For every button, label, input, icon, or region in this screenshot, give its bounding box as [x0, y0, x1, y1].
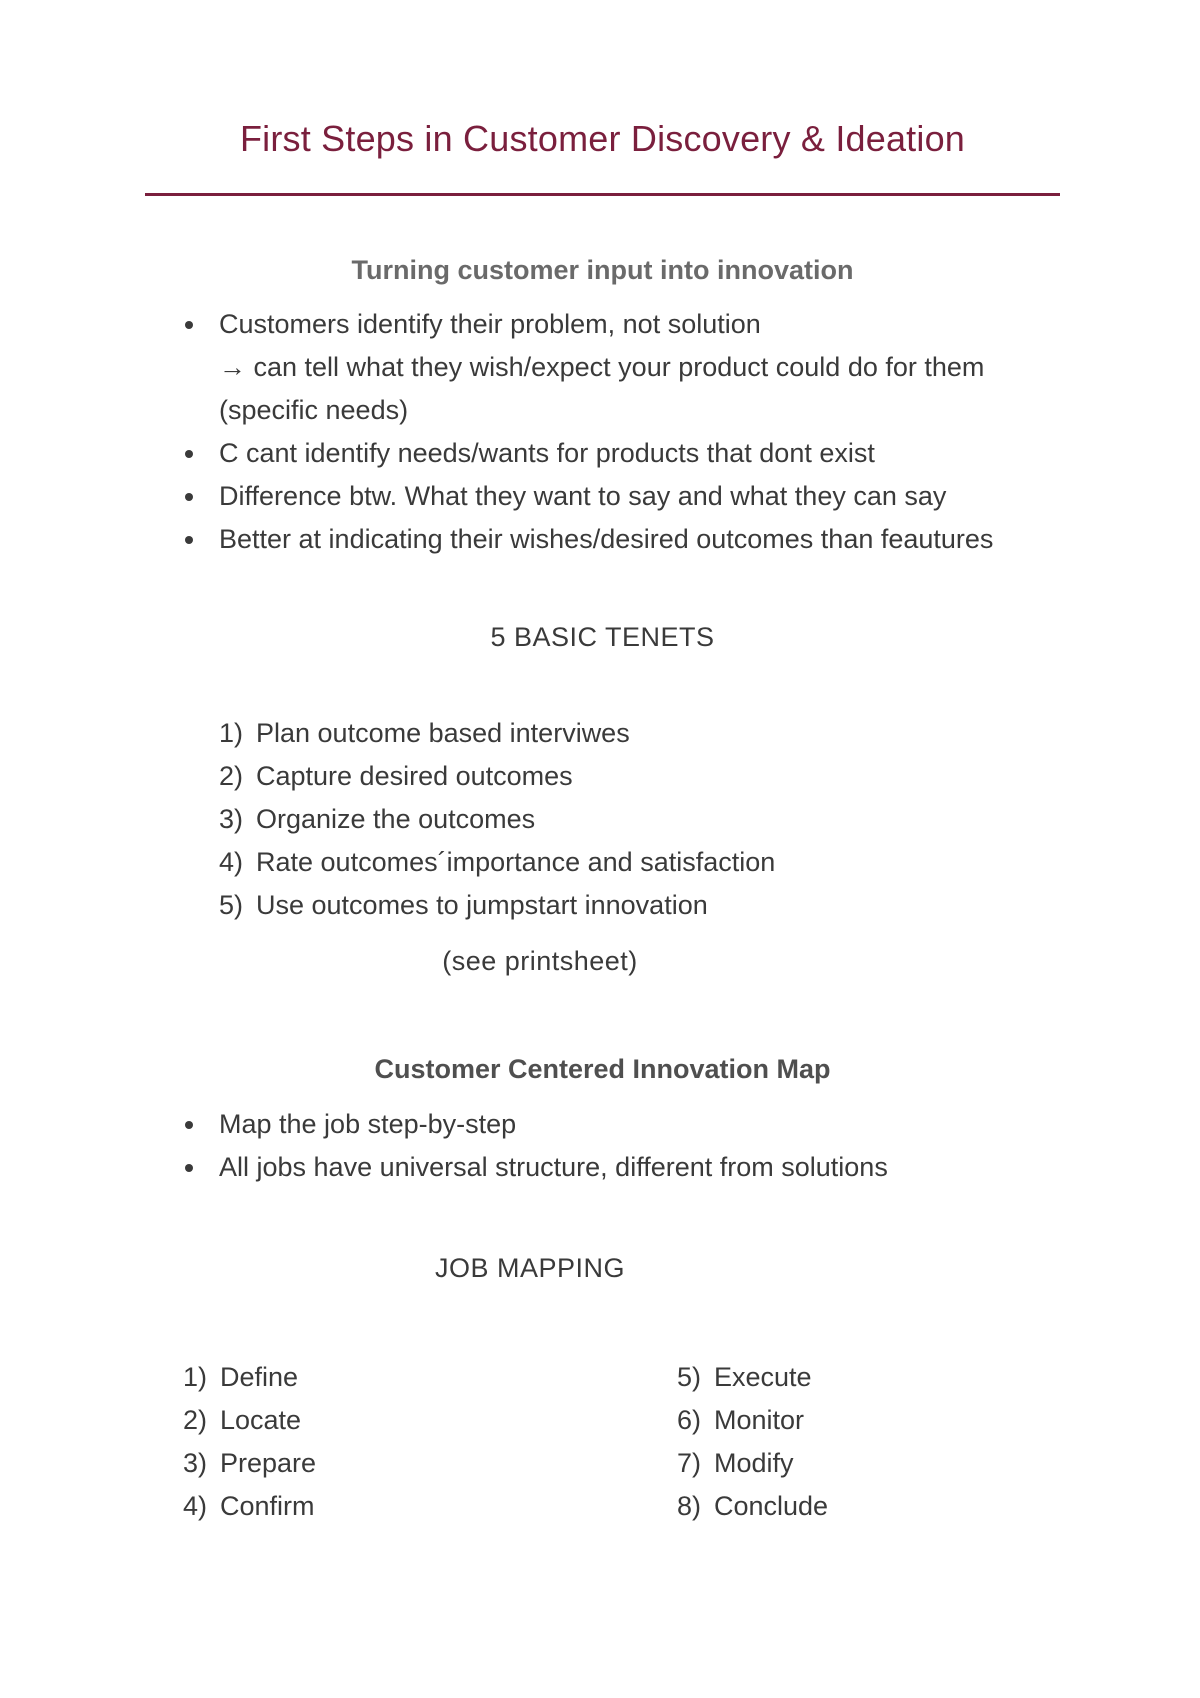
bullet-icon — [185, 493, 193, 501]
bullet-icon — [185, 450, 193, 458]
list-item — [183, 1442, 583, 1485]
section-heading-turning-input: Turning customer input into innovation — [351, 255, 854, 285]
list-item — [677, 1399, 1077, 1442]
job-mapping-list-right — [677, 1356, 1077, 1528]
list-item — [219, 884, 1019, 927]
list-item — [219, 755, 1019, 798]
list-item — [677, 1442, 1077, 1485]
list-item-text: Rate outcomes´importance and satisfaction — [256, 847, 776, 877]
printsheet-note: (see printsheet) — [442, 946, 638, 976]
list-number: 5) — [219, 890, 244, 920]
list-item-text: Map the job step-by-step — [219, 1109, 517, 1139]
list-item-text: Capture desired outcomes — [256, 761, 573, 791]
list-item — [185, 475, 1045, 518]
list-number: 1) — [219, 718, 244, 748]
list-number: 4) — [219, 847, 244, 877]
bullet-icon — [185, 1121, 193, 1129]
job-mapping-list-left — [183, 1356, 583, 1528]
list-item-text: Monitor — [714, 1405, 805, 1435]
list-item-text: Define — [220, 1362, 299, 1392]
list-item — [677, 1485, 1077, 1528]
title-divider — [145, 193, 1060, 196]
list-item — [183, 1485, 583, 1528]
list-item-text: Execute — [714, 1362, 812, 1392]
list-number: 4) — [183, 1491, 208, 1521]
list-item-text: Locate — [220, 1405, 302, 1435]
page-title: First Steps in Customer Discovery & Ideation — [239, 118, 966, 159]
list-item — [185, 518, 1045, 561]
list-item-text: Customers identify their problem, not solution — [219, 309, 761, 339]
bullet-icon — [185, 1164, 193, 1172]
list-number: 2) — [219, 761, 244, 791]
list-item-text: All jobs have universal structure, different from solutions — [219, 1152, 888, 1182]
list-number: 7) — [677, 1448, 702, 1478]
bullet-icon — [185, 536, 193, 544]
list-item — [183, 1399, 583, 1442]
list-number: 8) — [677, 1491, 702, 1521]
job-mapping-label: JOB MAPPING — [434, 1253, 626, 1283]
list-item-text: C cant identify needs/wants for products that dont exist — [219, 438, 875, 468]
list-item — [185, 1146, 1045, 1189]
list-number: 2) — [183, 1405, 208, 1435]
tenets-label: 5 BASIC TENETS — [490, 622, 715, 652]
bullet-icon — [185, 321, 193, 329]
list-number: 6) — [677, 1405, 702, 1435]
list-item-text: Confirm — [220, 1491, 315, 1521]
list-item — [219, 798, 1019, 841]
bullet-list-customer-input — [185, 303, 1045, 561]
list-item — [185, 1103, 1045, 1146]
bullet-list-innovation-map — [185, 1103, 1045, 1189]
list-item-subtext: → can tell what they wish/expect your product could do for them (specific needs) — [219, 352, 985, 425]
list-item-text: Difference btw. What they want to say and what they can say — [219, 481, 947, 511]
list-item — [185, 432, 1045, 475]
section-heading-innovation-map: Customer Centered Innovation Map — [374, 1054, 831, 1084]
list-item-text: Plan outcome based interviwes — [256, 718, 630, 748]
list-number: 1) — [183, 1362, 208, 1392]
list-number: 5) — [677, 1362, 702, 1392]
list-item — [219, 841, 1019, 884]
list-item — [219, 712, 1019, 755]
tenets-list — [219, 712, 1019, 927]
list-item-text: Better at indicating their wishes/desired outcomes than feautures — [219, 524, 994, 554]
list-item — [185, 303, 1045, 432]
list-item-text: Use outcomes to jumpstart innovation — [256, 890, 708, 920]
list-item-text: Organize the outcomes — [256, 804, 536, 834]
list-item — [183, 1356, 583, 1399]
list-item — [677, 1356, 1077, 1399]
list-item-text: Conclude — [714, 1491, 829, 1521]
list-item-text: Prepare — [220, 1448, 317, 1478]
list-number: 3) — [219, 804, 244, 834]
list-number: 3) — [183, 1448, 208, 1478]
list-item-text: Modify — [714, 1448, 794, 1478]
